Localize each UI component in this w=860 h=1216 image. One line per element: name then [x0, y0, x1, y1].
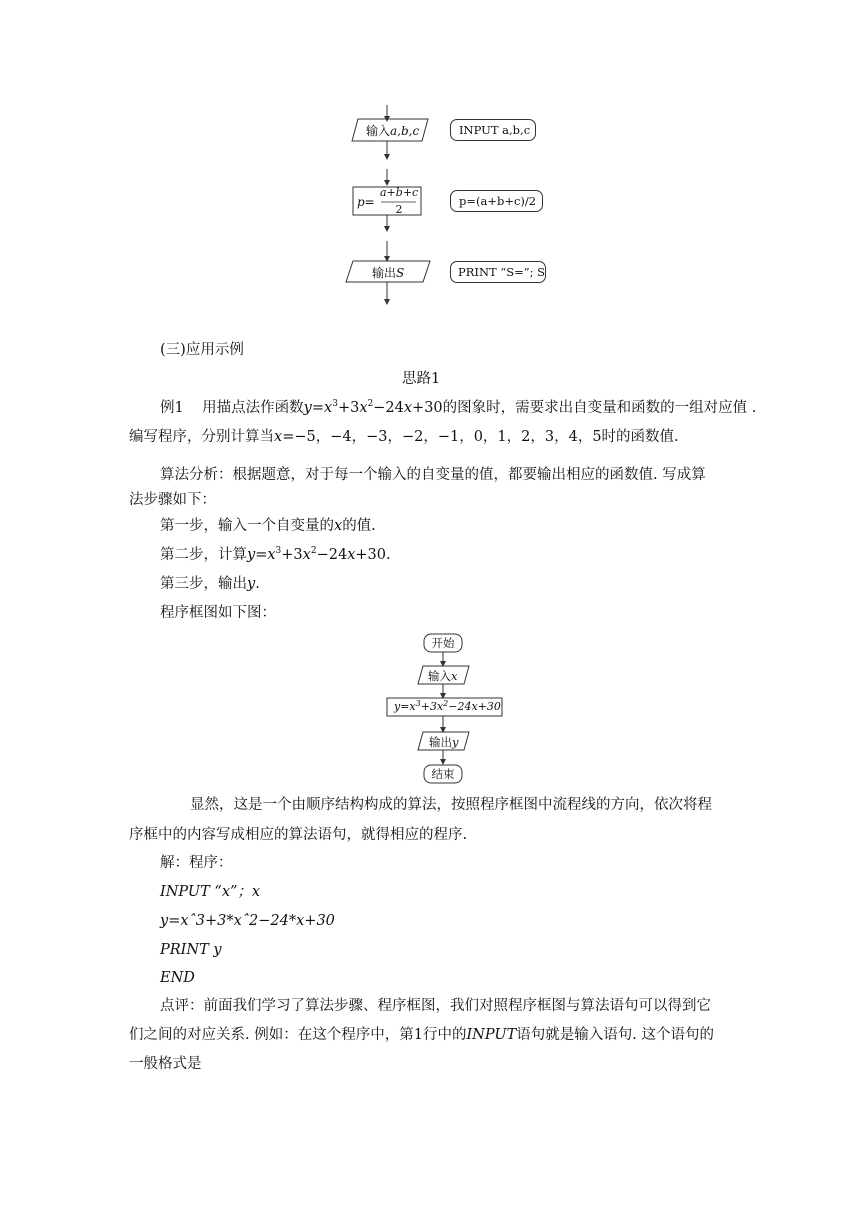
analysis-line2: 法步骤如下： — [129, 492, 216, 508]
explanation-line2: 序框中的内容写成相应的算法语句，就得相应的程序. — [129, 827, 468, 843]
explanation-line1: 显然，这是一个由顺序结构构成的算法，按照程序框图中流程线的方向，依次将程 — [190, 797, 712, 813]
start-label: 开始 — [431, 636, 455, 650]
step1: 第一步，输入一个自变量的x的值. — [160, 518, 376, 534]
p-numerator: a+b+c — [380, 186, 419, 199]
solution-label: 解：程序： — [160, 855, 233, 871]
example-line2: 编写程序，分别计算当x=−5，−4，−3，−2，−1，0，1，2，3，4，5时的函数值. — [129, 429, 679, 445]
code-line3: PRINT y — [160, 942, 222, 958]
step2: 第二步，计算$y=x^3+3x^2-24x+30$. — [160, 546, 391, 563]
example-line1: 例1 用描点法作函数$y=x^3+3x^2-24x+30$的图象时，需要求出自变量和函数的一组对应值 . — [160, 399, 757, 416]
subtitle: 思路1 — [402, 371, 441, 387]
stmt-p-text: p=(a+b+c)/2 — [459, 194, 537, 208]
stmt-print-box — [450, 261, 546, 283]
comment-line2: 们之间的对应关系. 例如：在这个程序中，第1行中的INPUT语句就是输入语句. 这个语句的 — [129, 1027, 714, 1043]
stmt-input-box — [450, 119, 536, 141]
stmt-input-text: INPUT a,b,c — [459, 123, 531, 137]
comment-line3: 一般格式是 — [129, 1056, 202, 1072]
stmt-p-box — [450, 190, 543, 212]
p-lhs: p= — [357, 195, 375, 209]
code-line2: y=xˆ3+3*xˆ2−24*x+30 — [160, 913, 335, 929]
flowchart-intro: 程序框图如下图： — [160, 605, 276, 621]
p-denominator: 2 — [395, 203, 403, 216]
input-label: 输入x — [428, 669, 458, 683]
code-line4: END — [160, 970, 195, 986]
stmt-print-text: PRINT “S=”; S — [458, 265, 546, 279]
output-label: 输出y — [429, 735, 459, 749]
output-box-label: 输出S — [372, 266, 405, 280]
analysis-line1: 算法分析：根据题意，对于每一个输入的自变量的值，都要输出相应的函数值. 写成算 — [160, 467, 706, 483]
section-heading: (三)应用示例 — [160, 342, 244, 358]
end-label: 结束 — [431, 767, 455, 781]
comment-line1: 点评：前面我们学习了算法步骤、程序框图，我们对照程序框图与算法语句可以得到它 — [160, 998, 711, 1014]
compute-label: $y=x^3+3x^2-24x+30$ — [394, 699, 501, 713]
code-line1: INPUT “x”；x — [160, 884, 261, 900]
step3: 第三步，输出y. — [160, 576, 260, 592]
input-box-label: 输入a,b,c — [366, 124, 420, 138]
